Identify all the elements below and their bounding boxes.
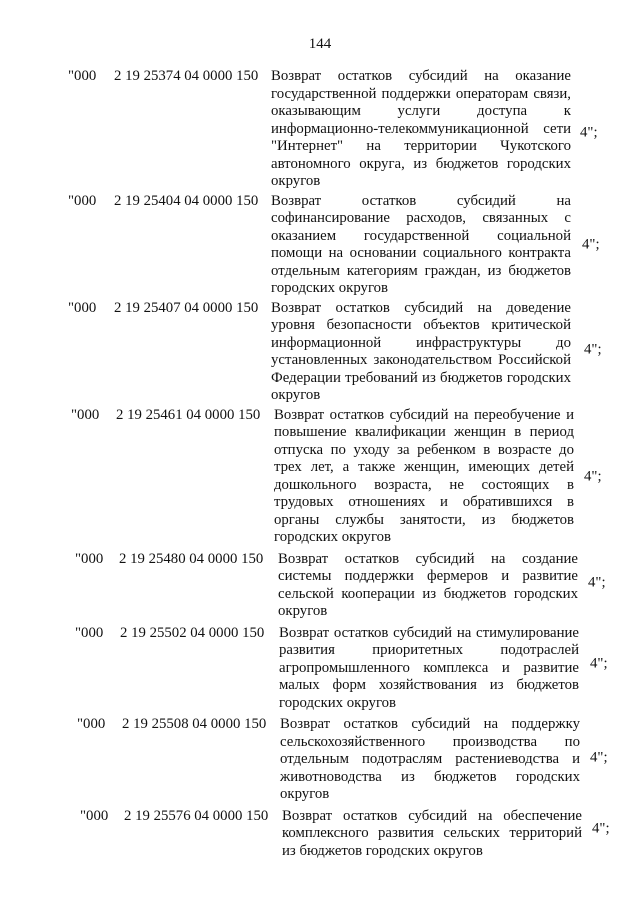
- entry-suffix: 4";: [584, 467, 602, 484]
- entry-description: Возврат остатков субсидий на обеспечение комплексного развития сельских территорий из бюджетов городских округов: [282, 807, 582, 859]
- list-item: [0, 193, 640, 298]
- entry-description: Возврат остатков субсидий на поддержку сельскохозяйственного производства по отдельным подотраслям растениеводства и животноводства из бюджетов городских округов: [280, 716, 580, 802]
- list-item: [0, 716, 640, 804]
- entry-prefix: "000: [75, 550, 104, 567]
- budget-code: 2 19 25374 04 0000 150: [114, 68, 259, 84]
- entry-description: Возврат остатков субсидий на софинансирование расходов, связанных с оказанием государственной социальной помощи на основании социального контракта отдельным категориям граждан, из бюджетов городских округов: [271, 192, 571, 296]
- entry-prefix: "000: [80, 807, 109, 824]
- budget-code: 2 19 25404 04 0000 150: [114, 192, 259, 209]
- entry-suffix: 4";: [592, 819, 610, 836]
- list-item: [0, 551, 640, 621]
- budget-code: 2 19 25480 04 0000 150: [119, 550, 264, 567]
- entry-suffix: 4";: [590, 749, 608, 766]
- entry-prefix: "000: [75, 624, 104, 641]
- entry-prefix: "000: [68, 299, 97, 316]
- list-item: [0, 808, 640, 861]
- entry-description: Возврат остатков субсидий на переобучение и повышение квалификации женщин в период отпуска по уходу за ребенком в возрасте до трех лет, а также женщин, имеющих детей дошкольного возраста, не состоящих в трудовых отношениях и обратившихся в органы службы занятости, из бюджетов городских округов: [274, 406, 574, 545]
- entry-suffix: 4";: [590, 655, 608, 672]
- entry-description: Возврат остатков субсидий на создание системы поддержки фермеров и развитие сельской кооперации из бюджетов городских округов: [278, 550, 578, 619]
- list-item: [0, 407, 640, 547]
- entry-suffix: 4";: [584, 341, 602, 358]
- budget-code: 2 19 25576 04 0000 150: [124, 807, 269, 824]
- entry-prefix: "000: [68, 192, 97, 209]
- entry-description: Возврат остатков субсидий на оказание государственной поддержки операторам связи, оказывающим услуги доступа к информационно-телекоммуникационной сети "Интернет" на территории Чукотского автономного округа, из бюджетов городских округов: [271, 68, 571, 189]
- page-number: 144: [308, 36, 332, 52]
- list-item: [0, 68, 640, 191]
- entry-prefix: "000: [77, 716, 106, 732]
- entry-prefix: "000: [71, 406, 100, 423]
- list-item: [0, 300, 640, 405]
- budget-code-list: [0, 68, 640, 860]
- entry-description: Возврат остатков субсидий на доведение уровня безопасности объектов критической информационной инфраструктуры до установленных законодательством Российской Федерации требований из бюджетов городских округов: [271, 299, 571, 403]
- budget-code: 2 19 25508 04 0000 150: [122, 716, 267, 732]
- entry-suffix: 4";: [580, 124, 598, 141]
- entry-prefix: "000: [68, 68, 97, 84]
- entry-suffix: 4";: [588, 574, 606, 591]
- budget-code: 2 19 25407 04 0000 150: [114, 299, 259, 316]
- list-item: [0, 625, 640, 713]
- entry-suffix: 4";: [582, 236, 600, 253]
- budget-code: 2 19 25502 04 0000 150: [120, 624, 265, 641]
- budget-code: 2 19 25461 04 0000 150: [116, 406, 261, 423]
- entry-description: Возврат остатков субсидий на стимулирование развития приоритетных подотраслей агропромышленного комплекса и развитие малых форм хозяйствования из бюджетов городских округов: [279, 624, 579, 711]
